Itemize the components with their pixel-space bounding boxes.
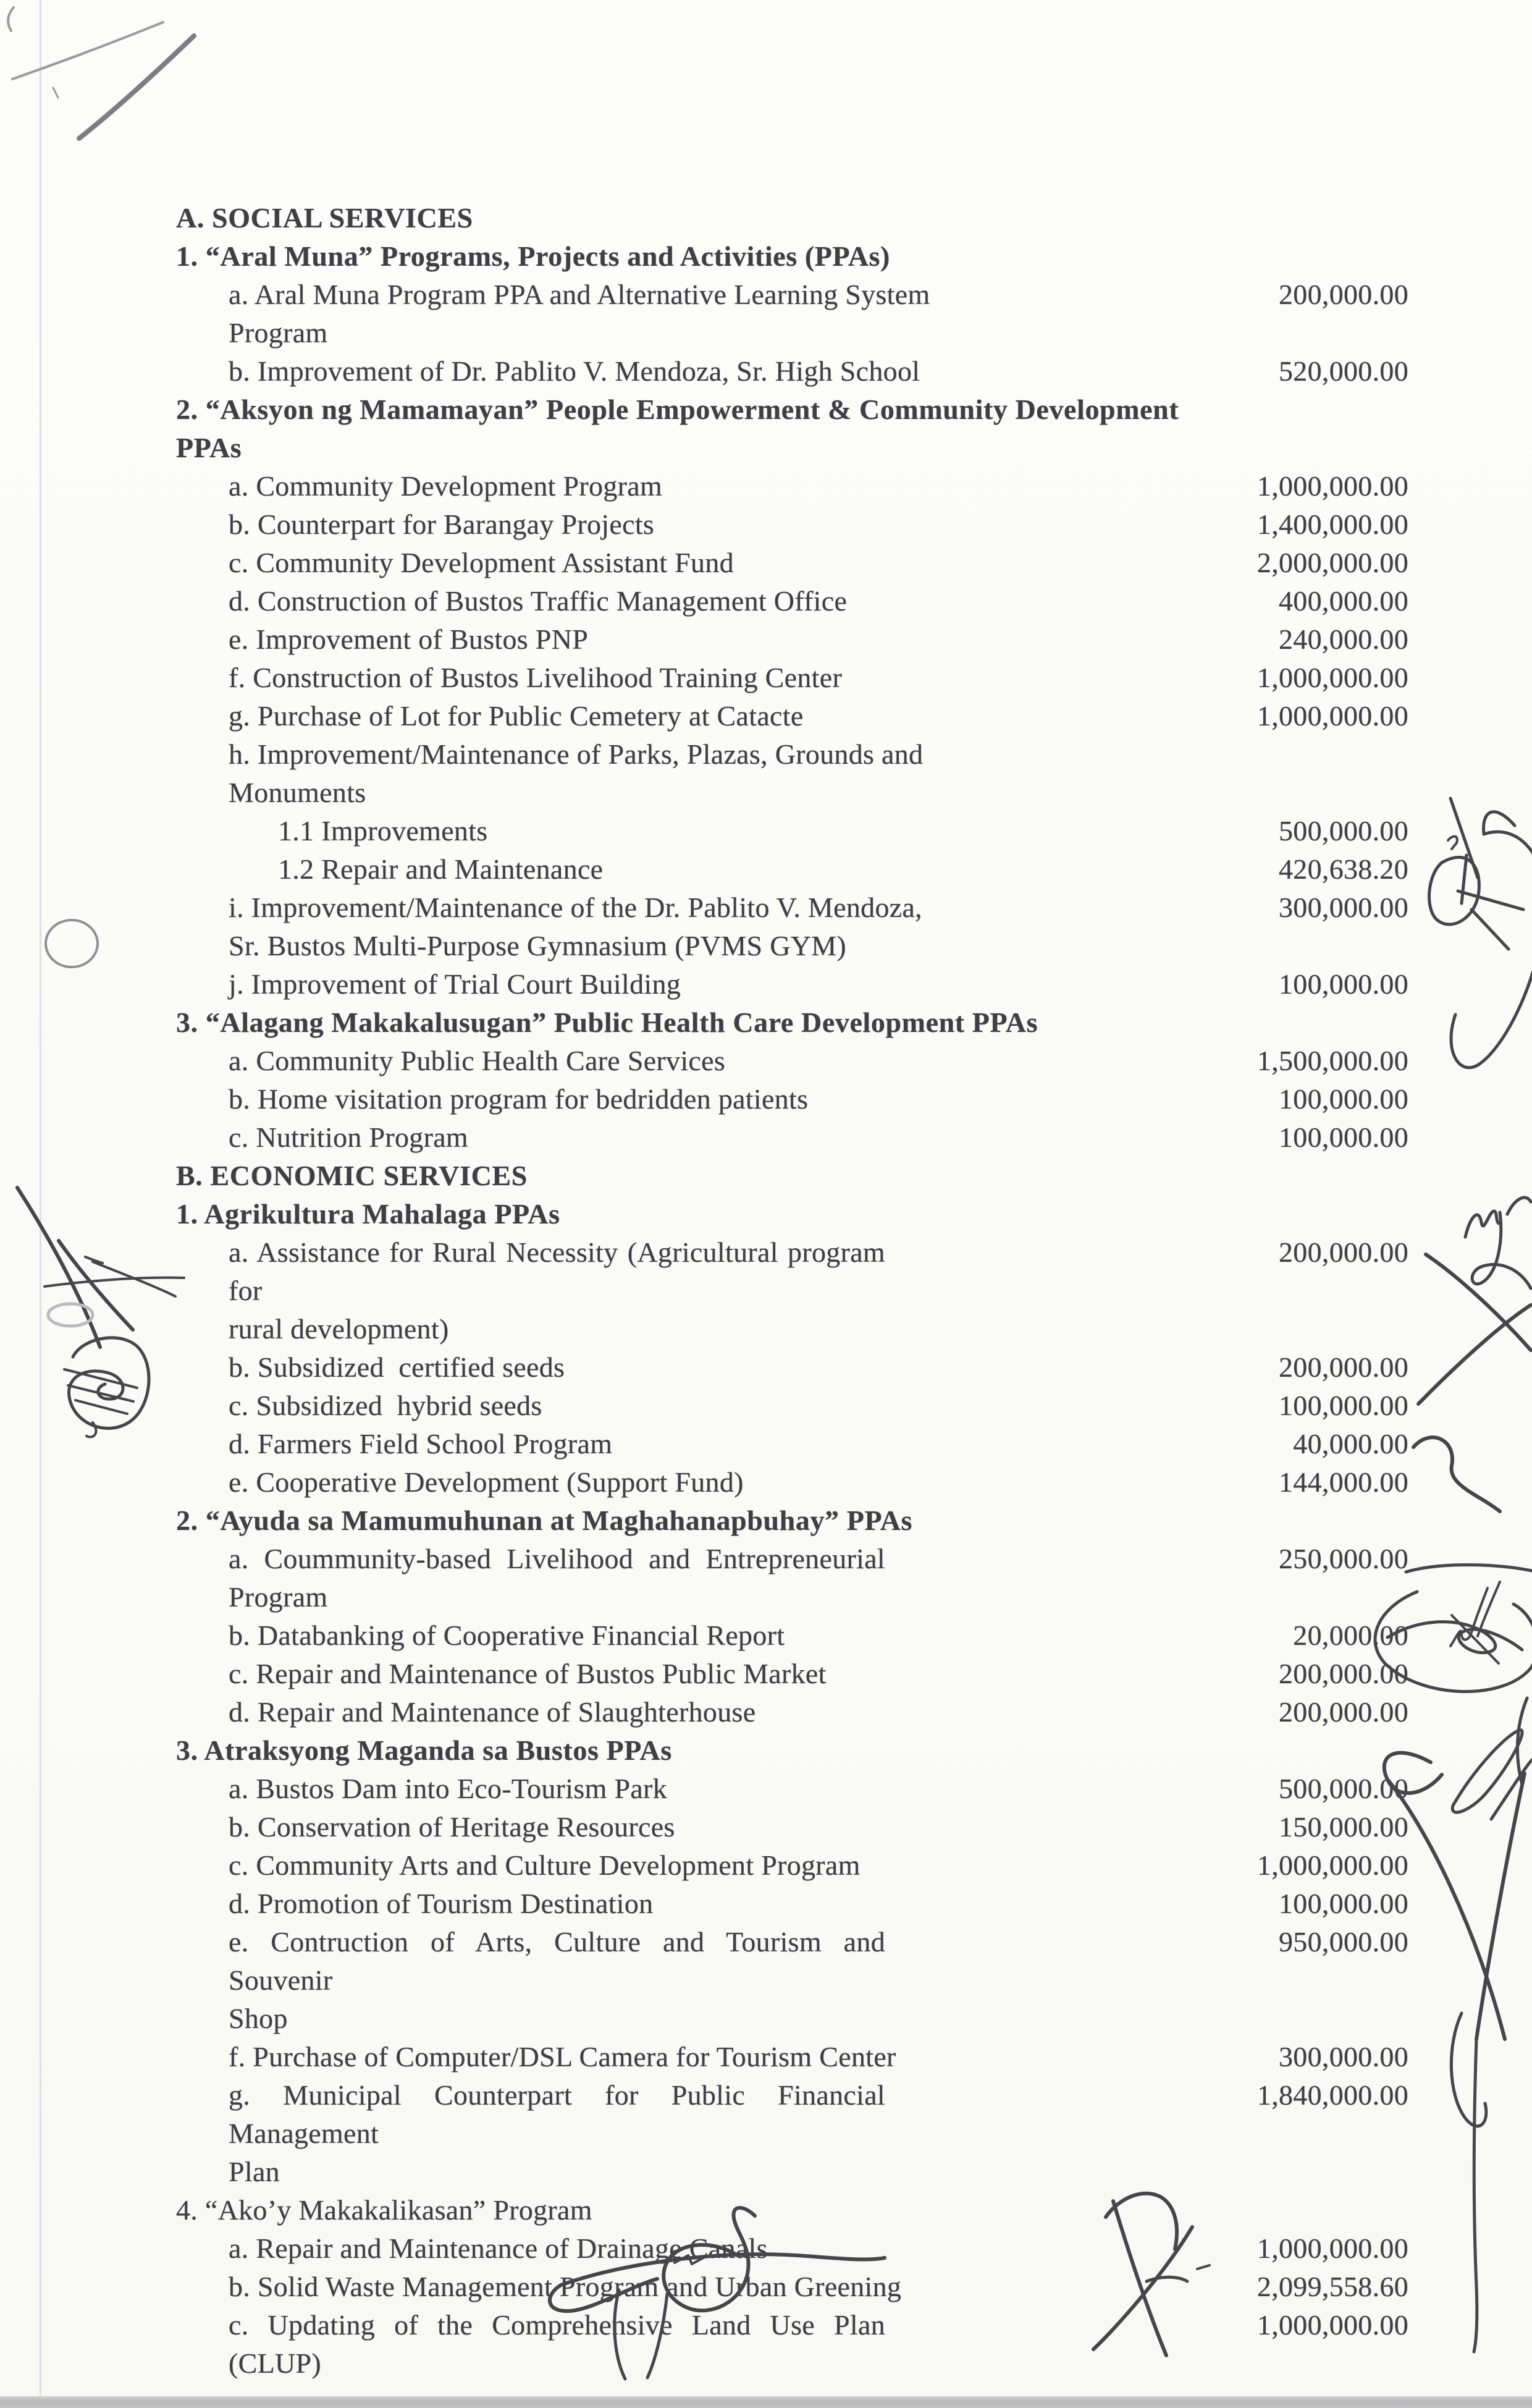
budget-line-label: 2. “Aksyon ng Mamamayan” People Empowerment & Community Development	[176, 394, 1179, 425]
budget-line-amount: 300,000.00	[1279, 892, 1408, 923]
signature-right-margin-1	[1429, 798, 1532, 1068]
budget-line-label: c. Updating of the Comprehensive Land Use Plan (CLUP)	[229, 2309, 885, 2379]
budget-line-amount: 1,000,000.00	[1256, 2309, 1408, 2341]
budget-line-label: b. Improvement of Dr. Pablito V. Mendoza, Sr. High School	[229, 355, 920, 387]
budget-line-amount: 500,000.00	[1279, 815, 1408, 847]
budget-line-label: c. Community Development Assistant Fund	[229, 547, 734, 578]
signature-bottom-right	[1093, 2194, 1210, 2355]
budget-line-amount: 100,000.00	[1279, 1390, 1408, 1421]
budget-line-label: i. Improvement/Maintenance of the Dr. Pablito V. Mendoza,	[229, 892, 922, 923]
budget-line-label: d. Farmers Field School Program	[229, 1428, 613, 1460]
budget-line-label: c. Repair and Maintenance of Bustos Public Market	[229, 1658, 827, 1689]
budget-line-label: j. Improvement of Trial Court Building	[229, 968, 681, 1000]
scan-artifact-bottom-band	[0, 2396, 1532, 2408]
budget-line-label: a. Coummunity-based Livelihood and Entrepreneurial	[229, 1543, 885, 1574]
budget-line-label: e. Cooperative Development (Support Fund)	[229, 1466, 744, 1498]
budget-line-amount: 250,000.00	[1279, 1543, 1408, 1574]
budget-line-label: e. Contruction of Arts, Culture and Tourism and Souvenir	[229, 1926, 885, 1996]
budget-line-label: h. Improvement/Maintenance of Parks, Plazas, Grounds and	[229, 738, 924, 770]
budget-line-label: Program	[229, 1581, 328, 1613]
budget-line-label: Program	[229, 317, 328, 349]
budget-line-label: b. Subsidized certified seeds	[229, 1351, 565, 1383]
budget-line-amount: 420,638.20	[1279, 853, 1408, 885]
budget-line-amount: 240,000.00	[1279, 623, 1408, 655]
budget-line-label: a. Bustos Dam into Eco-Tourism Park	[229, 1773, 667, 1804]
budget-line-amount: 1,840,000.00	[1256, 2079, 1408, 2111]
budget-line-label: PPAs	[176, 432, 242, 463]
budget-line-amount: 1,000,000.00	[1256, 700, 1408, 732]
budget-line-amount: 1,400,000.00	[1256, 509, 1408, 540]
budget-line-label: b. Solid Waste Management Program and Urban Greening	[229, 2271, 902, 2302]
signature-left-margin	[17, 1188, 184, 1437]
budget-line-amount: 950,000.00	[1279, 1926, 1408, 1958]
budget-line-amount: 300,000.00	[1279, 2041, 1408, 2072]
budget-line-amount: 520,000.00	[1279, 355, 1408, 387]
budget-line-amount: 100,000.00	[1279, 1122, 1408, 1153]
budget-line-label: d. Promotion of Tourism Destination	[229, 1888, 654, 1919]
budget-line-label: 3. “Alagang Makakalusugan” Public Health Care Development PPAs	[176, 1007, 1038, 1038]
budget-line-amount: 200,000.00	[1279, 279, 1408, 310]
budget-line-amount: 1,500,000.00	[1256, 1045, 1408, 1076]
budget-line-label: f. Construction of Bustos Livelihood Training Center	[229, 662, 843, 693]
budget-line-amount: 1,000,000.00	[1256, 1849, 1408, 1881]
budget-line-amount: 200,000.00	[1279, 1696, 1408, 1728]
budget-line-label: rural development)	[229, 1313, 449, 1345]
budget-line-amount: 100,000.00	[1279, 1888, 1408, 1919]
budget-line-label: a. Aral Muna Program PPA and Alternative Learning System	[229, 279, 930, 310]
budget-line-label: 1.1 Improvements	[278, 815, 488, 847]
signature-bottom-center	[550, 2208, 885, 2379]
budget-line-amount: 1,000,000.00	[1256, 2233, 1408, 2264]
budget-line-amount: 100,000.00	[1279, 1083, 1408, 1115]
budget-line-label: d. Construction of Bustos Traffic Management Office	[229, 585, 848, 617]
budget-line-amount: 200,000.00	[1279, 1658, 1408, 1689]
budget-line-label: e. Improvement of Bustos PNP	[229, 623, 589, 655]
budget-line-label: f. Purchase of Computer/DSL Camera for Tourism Center	[229, 2041, 896, 2072]
pencil-circle-left-margin	[46, 920, 98, 967]
budget-line-amount: 200,000.00	[1279, 1351, 1408, 1383]
budget-line-label: b. Conservation of Heritage Resources	[229, 1811, 675, 1843]
budget-line-label: c. Community Arts and Culture Development Program	[229, 1849, 861, 1881]
budget-line-amount: 150,000.00	[1279, 1811, 1408, 1843]
budget-line-label: 1.2 Repair and Maintenance	[278, 853, 604, 885]
budget-line-label: Plan	[229, 2156, 280, 2187]
budget-line-label: 1. “Aral Muna” Programs, Projects and Activities (PPAs)	[176, 240, 890, 272]
budget-line-label: 4. “Ako’y Makakalikasan” Program	[176, 2194, 592, 2226]
budget-line-amount: 200,000.00	[1279, 1236, 1408, 1268]
budget-line-label: g. Municipal Counterpart for Public Financial Management	[229, 2079, 885, 2149]
budget-line-amount: 20,000.00	[1293, 1620, 1408, 1651]
budget-line-label: a. Community Development Program	[229, 470, 663, 502]
budget-line-amount: 400,000.00	[1279, 585, 1408, 617]
budget-line-label: 3. Atraksyong Maganda sa Bustos PPAs	[176, 1734, 672, 1766]
budget-line-label: A. SOCIAL SERVICES	[176, 202, 473, 234]
budget-line-label: d. Repair and Maintenance of Slaughterhouse	[229, 1696, 756, 1728]
budget-line-label: 1. Agrikultura Mahalaga PPAs	[176, 1198, 560, 1230]
budget-line-label: a. Repair and Maintenance of Drainage Canals	[229, 2233, 768, 2264]
signature-right-margin-2	[1413, 1198, 1531, 1511]
pencil-strokes-top-left	[8, 7, 194, 138]
budget-line-amount: 1,000,000.00	[1256, 662, 1408, 693]
signature-right-margin-4	[1384, 1698, 1532, 2352]
budget-line-label: a. Assistance for Rural Necessity (Agricultural program for	[229, 1236, 885, 1306]
budget-line-label: b. Databanking of Cooperative Financial Report	[229, 1620, 785, 1651]
budget-line-label: B. ECONOMIC SERVICES	[176, 1160, 528, 1191]
budget-line-label: g. Purchase of Lot for Public Cemetery at Catacte	[229, 700, 804, 732]
budget-line-label: 2. “Ayuda sa Mamumuhunan at Maghahanapbuhay” PPAs	[176, 1505, 913, 1536]
budget-line-label: b. Counterpart for Barangay Projects	[229, 509, 655, 540]
budget-line-label: Sr. Bustos Multi-Purpose Gymnasium (PVMS GYM)	[229, 930, 847, 961]
budget-line-label: Monuments	[229, 777, 366, 808]
budget-line-label: c. Nutrition Program	[229, 1122, 468, 1153]
budget-line-amount: 100,000.00	[1279, 968, 1408, 1000]
budget-line-label: c. Subsidized hybrid seeds	[229, 1390, 542, 1421]
budget-line-amount: 40,000.00	[1293, 1428, 1408, 1460]
signature-right-margin-3	[1375, 1565, 1532, 1692]
budget-line-amount: 1,000,000.00	[1256, 470, 1408, 502]
budget-line-label: b. Home visitation program for bedridden patients	[229, 1083, 809, 1115]
budget-line-amount: 144,000.00	[1279, 1466, 1408, 1498]
budget-line-amount: 2,099,558.60	[1256, 2271, 1408, 2302]
budget-line-label: Shop	[229, 2003, 288, 2034]
budget-line-amount: 500,000.00	[1279, 1773, 1408, 1804]
budget-line-label: a. Community Public Health Care Services	[229, 1045, 726, 1076]
budget-line-amount: 2,000,000.00	[1256, 547, 1408, 578]
